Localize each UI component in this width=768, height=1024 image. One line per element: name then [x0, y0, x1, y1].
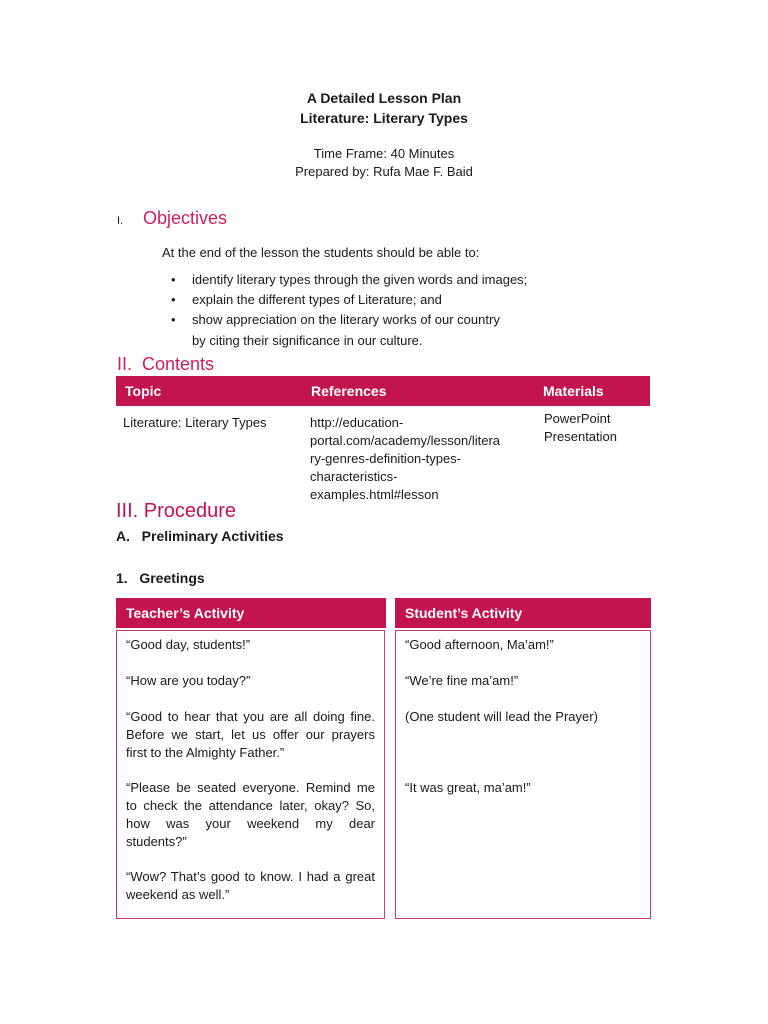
- cell-topic: Literature: Literary Types: [123, 415, 267, 430]
- teacher-activity-header: Teacher’s Activity: [116, 598, 386, 628]
- student-line: (One student will lead the Prayer): [405, 709, 598, 724]
- document-subtitle: Literature: Literary Types: [300, 110, 468, 126]
- list-item: • explain the different types of Literature; and: [171, 292, 442, 307]
- student-activity-box: [395, 630, 651, 919]
- time-frame: Time Frame: 40 Minutes: [313, 146, 455, 161]
- list-item: • show appreciation on the literary works of our country: [171, 312, 500, 327]
- column-header-references: References: [311, 383, 387, 399]
- document-title: A Detailed Lesson Plan: [306, 90, 462, 106]
- teacher-line: “Good to hear that you are all doing fine. Before we start, let us offer our prayers first to the Almighty Father.”: [126, 709, 375, 760]
- procedure-heading: III. Procedure: [116, 500, 237, 522]
- objectives-list: [164, 270, 644, 330]
- prepared-by: Prepared by: Rufa Mae F. Baid: [295, 164, 473, 179]
- student-line: “It was great, ma’am!”: [405, 780, 531, 795]
- teacher-activity-box: [116, 630, 385, 919]
- objectives-number: I.: [117, 215, 124, 227]
- student-line: “We’re fine ma’am!”: [405, 673, 519, 688]
- preliminary-activities-heading: A. Preliminary Activities: [116, 528, 284, 544]
- student-activity-header: Student’s Activity: [395, 598, 651, 628]
- objectives-heading: Objectives: [143, 208, 228, 228]
- column-header-materials: Materials: [543, 383, 604, 399]
- teacher-line: “Good day, students!”: [126, 637, 251, 652]
- contents-heading: II. Contents: [117, 354, 215, 374]
- cell-references: http://education- portal.com/academy/lesson/litera ry-genres-definition-types- characteristics- examples.html#lesson: [310, 415, 501, 502]
- objectives-continuation: by citing their significance in our culture.: [192, 333, 423, 348]
- teacher-line: “Wow? That’s good to know. I had a great weekend as well.”: [126, 869, 375, 902]
- contents-table-header: [116, 376, 650, 406]
- column-header-topic: Topic: [125, 383, 162, 399]
- teacher-line: “Please be seated everyone. Remind me to check the attendance later, okay? So, how was your weekend my dear students?”: [126, 780, 375, 849]
- greetings-heading: 1. Greetings: [116, 570, 205, 586]
- student-line: “Good afternoon, Ma’am!”: [405, 637, 554, 652]
- teacher-line: “How are you today?”: [126, 673, 251, 688]
- objectives-intro: At the end of the lesson the students should be able to:: [162, 245, 480, 260]
- cell-materials: PowerPoint Presentation: [544, 411, 617, 444]
- list-item: • identify literary types through the given words and images;: [171, 272, 528, 287]
